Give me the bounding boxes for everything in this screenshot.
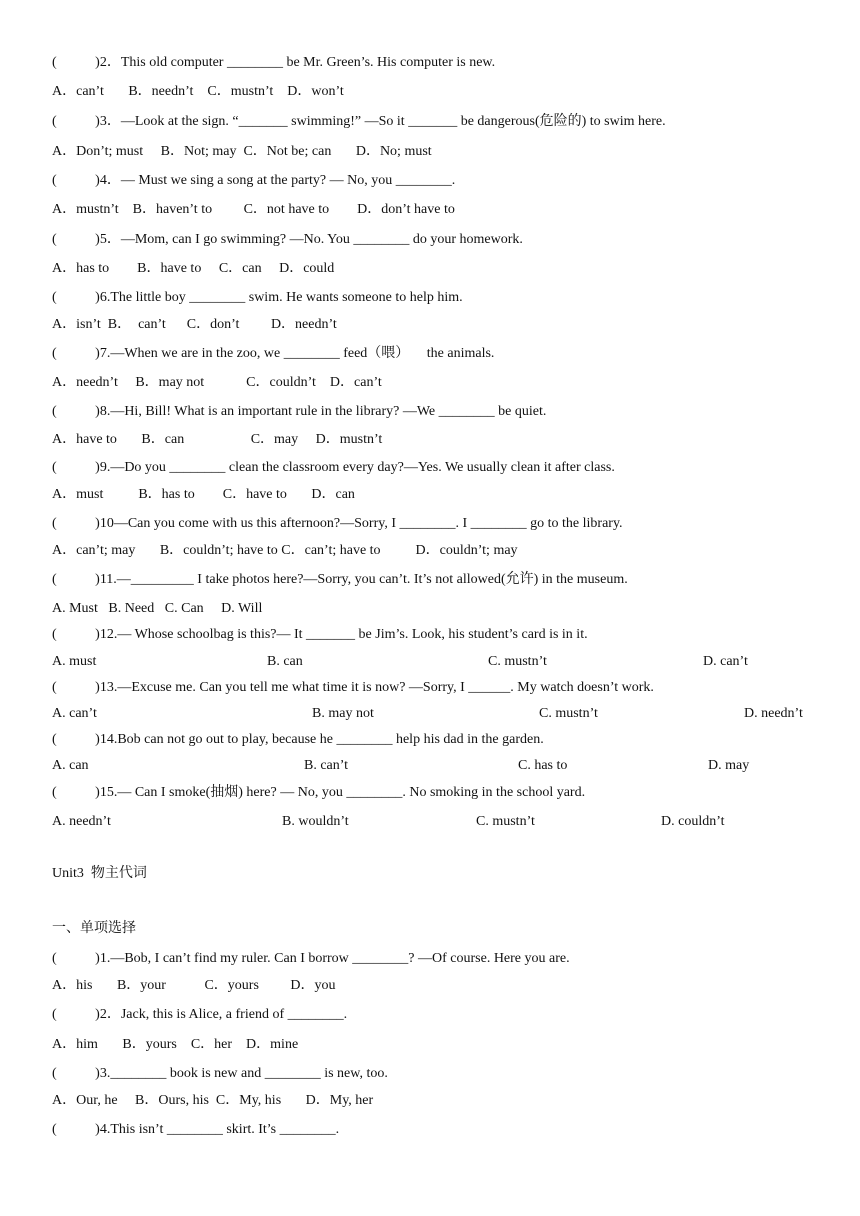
answer-option: D. couldn’t (661, 814, 725, 829)
question-line: ( )1.—Bob, I can’t find my ruler. Can I borrow ________? —Of course. Here you are. (52, 951, 570, 966)
answer-option: B. can’t (304, 758, 349, 773)
answer-option: A. must (52, 654, 97, 669)
options-line: A．mustn’t B．haven’t to C．not have to D．don’t have to (52, 202, 455, 217)
answer-option: B. wouldn’t (282, 814, 349, 829)
question-line: ( )9.—Do you ________ clean the classroom every day?—Yes. We usually clean it after class. (52, 460, 615, 475)
options-line: A．can’t; may B．couldn’t; have to C．can’t; have to D．couldn’t; may (52, 543, 518, 558)
options-line: A．must B．has to C．have to D．can (52, 487, 355, 502)
answer-option: B. may not (312, 706, 374, 721)
question-line: ( )3．—Look at the sign. “_______ swimming!” —So it _______ be dangerous(危险的) to swim here. (52, 114, 666, 129)
question-line: ( )12.— Whose schoolbag is this?— It _______ be Jim’s. Look, his student’s card is in it. (52, 627, 588, 642)
question-line: ( )4.This isn’t ________ skirt. It’s ________. (52, 1122, 340, 1137)
question-line: ( )5．—Mom, can I go swimming? —No. You ________ do your homework. (52, 232, 523, 247)
question-line: ( )2．This old computer ________ be Mr. Green’s. His computer is new. (52, 55, 496, 70)
section-heading: Unit3 物主代词 (52, 866, 147, 881)
answer-option: C. mustn’t (539, 706, 598, 721)
answer-option: A. can’t (52, 706, 97, 721)
options-line: A．him B．yours C．her D．mine (52, 1037, 299, 1052)
question-line: ( )3.________ book is new and ________ is new, too. (52, 1066, 388, 1081)
options-line: A．can’t B．needn’t C．mustn’t D．won’t (52, 84, 344, 99)
question-line: ( )15.— Can I smoke(抽烟) here? — No, you ________. No smoking in the school yard. (52, 785, 586, 800)
options-line: A．isn’t B． can’t C．don’t D．needn’t (52, 317, 337, 332)
question-line: ( )14.Bob can not go out to play, because he ________ help his dad in the garden. (52, 732, 544, 747)
question-line: ( )10—Can you come with us this afternoon?—Sorry, I ________. I ________ go to the library. (52, 516, 623, 531)
question-line: ( )7.—When we are in the zoo, we ________ feed（喂） the animals. (52, 346, 495, 361)
options-line: A. Must B. Need C. Can D. Will (52, 601, 263, 616)
options-line: A．needn’t B．may not C．couldn’t D．can’t (52, 375, 382, 390)
answer-option: C. mustn’t (476, 814, 535, 829)
answer-option: D. needn’t (744, 706, 803, 721)
options-line: A．Our, he B．Ours, his C．My, his D．My, her (52, 1093, 374, 1108)
answer-option: A. can (52, 758, 89, 773)
answer-option: D. can’t (703, 654, 748, 669)
answer-option: D. may (708, 758, 750, 773)
answer-option: C. mustn’t (488, 654, 547, 669)
question-line: ( )6.The little boy ________ swim. He wants someone to help him. (52, 290, 463, 305)
options-line: A．have to B．can C．may D．mustn’t (52, 432, 383, 447)
answer-option: B. can (267, 654, 303, 669)
answer-option: C. has to (518, 758, 568, 773)
answer-option: A. needn’t (52, 814, 111, 829)
question-line: ( )11.—_________ I take photos here?—Sorry, you can’t. It’s not allowed(允许) in the museum. (52, 572, 628, 587)
options-line: A．his B．your C．yours D．you (52, 978, 336, 993)
options-line: A．Don’t; must B．Not; may C．Not be; can D．No; must (52, 144, 432, 159)
question-line: ( )4．— Must we sing a song at the party? — No, you ________. (52, 173, 456, 188)
question-line: ( )2．Jack, this is Alice, a friend of ________. (52, 1007, 348, 1022)
question-line: ( )13.—Excuse me. Can you tell me what time it is now? —Sorry, I ______. My watch doesn’t work. (52, 680, 654, 695)
section-heading: 一、单项选择 (52, 921, 136, 936)
options-line: A．has to B．have to C．can D．could (52, 261, 335, 276)
question-line: ( )8.—Hi, Bill! What is an important rule in the library? —We ________ be quiet. (52, 404, 547, 419)
